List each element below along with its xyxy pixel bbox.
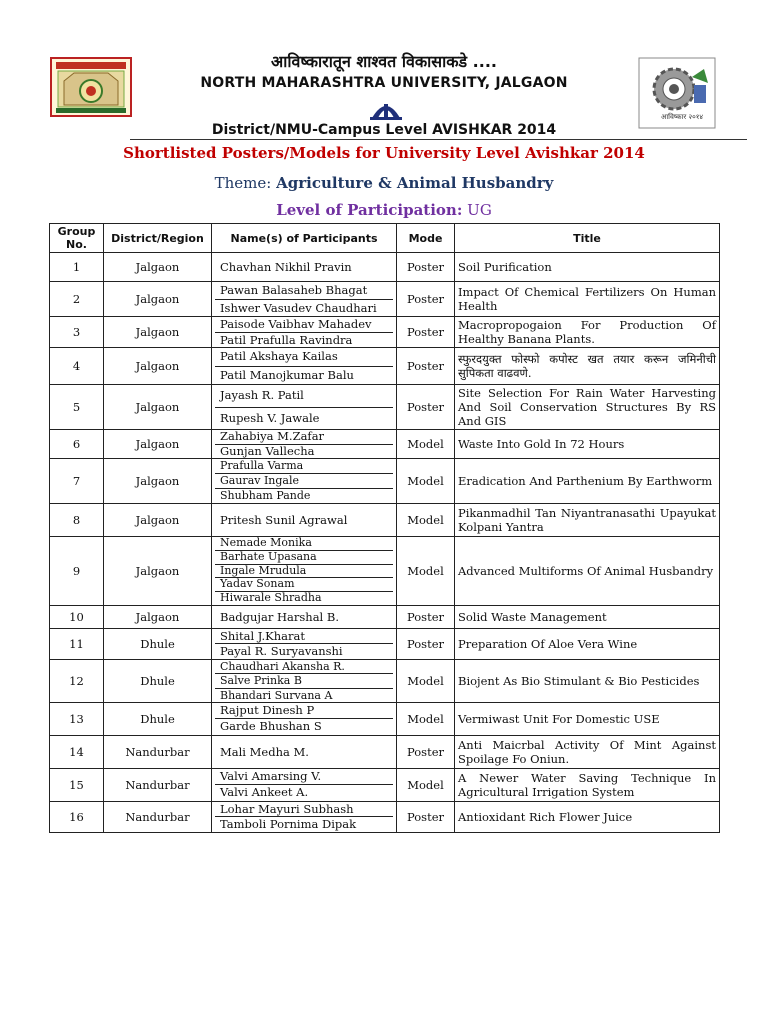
district-cell: Nandurbar	[104, 801, 212, 832]
participant-name: Tamboli Pornima Dipak	[220, 817, 357, 832]
participant-name: Lohar Mayuri Subhash	[215, 802, 393, 818]
district-cell: Jalgaon	[104, 385, 212, 430]
participant-name: Paisode Vaibhav Mahadev	[215, 317, 393, 333]
group-no-cell: 13	[50, 702, 104, 735]
group-no-cell: 2	[50, 282, 104, 317]
university-name: NORTH MAHARASHTRA UNIVERSITY, JALGAON	[200, 75, 568, 91]
table-row	[50, 659, 720, 702]
table-row	[50, 282, 720, 317]
group-no-cell: 5	[50, 385, 104, 430]
district-cell: Jalgaon	[104, 317, 212, 348]
participant-name: Ingale Mrudula	[215, 565, 393, 579]
table-row	[50, 537, 720, 606]
group-no-cell: 3	[50, 317, 104, 348]
participant-name: Prafulla Varma	[215, 459, 393, 474]
participant-name: Shubham Pande	[220, 489, 311, 502]
participants-cell	[212, 430, 397, 459]
group-no-cell: 14	[50, 735, 104, 768]
table-row	[50, 702, 720, 735]
participant-name: Payal R. Suryavanshi	[220, 644, 343, 659]
mode-cell: Poster	[397, 628, 455, 659]
district-cell: Jalgaon	[104, 348, 212, 385]
mode-cell: Poster	[397, 253, 455, 282]
shortlist-table	[49, 223, 720, 833]
mode-cell: Poster	[397, 605, 455, 628]
title-cell: Pikanmadhil Tan Niyantranasathi Upayukat Kolpani Yantra	[455, 504, 720, 537]
participant-name: Nemade Monika	[215, 537, 393, 551]
district-cell: Jalgaon	[104, 605, 212, 628]
participants-cell	[212, 317, 397, 348]
title-cell: Anti Maicrbal Activity Of Mint Against Spoilage Fo Oniun.	[455, 735, 720, 768]
district-cell: Nandurbar	[104, 735, 212, 768]
district-cell: Dhule	[104, 628, 212, 659]
group-no-cell: 10	[50, 605, 104, 628]
participation-level-line	[0, 201, 768, 219]
theme-line	[0, 174, 768, 192]
table-row	[50, 385, 720, 430]
mode-cell: Model	[397, 537, 455, 606]
title-cell: Macropropogaion For Production Of Healthy Banana Plants.	[455, 317, 720, 348]
group-no-cell: 12	[50, 659, 104, 702]
title-cell: Soil Purification	[455, 253, 720, 282]
participants-cell	[212, 504, 397, 537]
header-mode: Mode	[397, 224, 455, 253]
title-cell: Site Selection For Rain Water Harvesting And Soil Conservation Structures By RS And GIS	[455, 385, 720, 430]
group-no-cell: 1	[50, 253, 104, 282]
marathi-motto: आविष्कारातून शाश्वत विकासाकडे ....	[271, 52, 497, 71]
title-cell: स्फुरदयुक्त फोस्फो कपोस्ट खत तयार करून जमिनीची सुपिकता वाढवणे.	[455, 348, 720, 385]
table-row	[50, 317, 720, 348]
participants-cell	[212, 702, 397, 735]
group-no-cell: 4	[50, 348, 104, 385]
participants-cell	[212, 348, 397, 385]
participants-cell	[212, 385, 397, 430]
participant-name: Gaurav Ingale	[215, 474, 393, 489]
title-cell: Advanced Multiforms Of Animal Husbandry	[455, 537, 720, 606]
district-cell: Jalgaon	[104, 504, 212, 537]
participant-name: Badgujar Harshal B.	[220, 609, 339, 624]
participant-name: Mali Medha M.	[220, 744, 309, 759]
mode-cell: Model	[397, 504, 455, 537]
group-no-cell: 15	[50, 768, 104, 801]
participant-name: Pritesh Sunil Agrawal	[220, 513, 348, 527]
mode-cell: Poster	[397, 385, 455, 430]
table-row	[50, 605, 720, 628]
title-cell: Eradication And Parthenium By Earthworm	[455, 459, 720, 504]
district-cell: Jalgaon	[104, 430, 212, 459]
participants-cell	[212, 537, 397, 606]
level-label: Level of Participation:	[276, 201, 463, 219]
participant-name: Jayash R. Patil	[215, 385, 393, 408]
mode-cell: Poster	[397, 735, 455, 768]
nmu-emblem-logo	[368, 92, 404, 120]
participants-cell	[212, 459, 397, 504]
district-cell: Jalgaon	[104, 253, 212, 282]
participant-name: Garde Bhushan S	[220, 719, 322, 734]
mode-cell: Poster	[397, 317, 455, 348]
participant-name: Rupesh V. Jawale	[220, 410, 320, 425]
title-cell: Impact Of Chemical Fertilizers On Human Health	[455, 282, 720, 317]
district-cell: Nandurbar	[104, 768, 212, 801]
mode-cell: Model	[397, 459, 455, 504]
district-cell: Jalgaon	[104, 282, 212, 317]
level-value: UG	[467, 201, 492, 219]
title-cell: Biojent As Bio Stimulant & Bio Pesticides	[455, 659, 720, 702]
theme-label: Theme:	[214, 174, 272, 192]
mode-cell: Model	[397, 768, 455, 801]
title-cell: Waste Into Gold In 72 Hours	[455, 430, 720, 459]
group-no-cell: 8	[50, 504, 104, 537]
mode-cell: Model	[397, 430, 455, 459]
participants-cell	[212, 659, 397, 702]
participants-cell	[212, 605, 397, 628]
header-divider	[130, 139, 747, 140]
participant-name: Patil Akshaya Kailas	[215, 348, 393, 367]
mode-cell: Poster	[397, 348, 455, 385]
group-no-cell: 6	[50, 430, 104, 459]
participant-name: Chaudhari Akansha R.	[215, 660, 393, 674]
participant-name: Gunjan Vallecha	[220, 443, 315, 458]
participant-name: Shital J.Kharat	[215, 629, 393, 645]
table-row	[50, 430, 720, 459]
group-no-cell: 7	[50, 459, 104, 504]
participant-name: Barhate Upasana	[215, 551, 393, 565]
district-level-title: District/NMU-Campus Level AVISHKAR 2014	[211, 122, 557, 138]
participant-name: Chavhan Nikhil Pravin	[220, 260, 352, 274]
participant-name: Patil Manojkumar Balu	[220, 367, 354, 382]
title-cell: A Newer Water Saving Technique In Agricultural Irrigation System	[455, 768, 720, 801]
header-participants: Name(s) of Participants	[212, 224, 397, 253]
avishkar-logo-caption: आविष्कार २०१४	[660, 113, 704, 121]
title-cell: Solid Waste Management	[455, 605, 720, 628]
table-row	[50, 504, 720, 537]
participants-cell	[212, 768, 397, 801]
mode-cell: Poster	[397, 801, 455, 832]
participants-cell	[212, 282, 397, 317]
participants-cell	[212, 628, 397, 659]
theme-value: Agriculture & Animal Husbandry	[276, 174, 554, 192]
participant-name: Salve Prinka B	[215, 674, 393, 688]
shortlist-title: Shortlisted Posters/Models for University Level Avishkar 2014	[123, 144, 645, 162]
participants-cell	[212, 801, 397, 832]
participants-cell	[212, 253, 397, 282]
table-row	[50, 253, 720, 282]
participant-name: Valvi Amarsing V.	[215, 769, 393, 786]
participant-name: Valvi Ankeet A.	[220, 785, 309, 800]
district-cell: Jalgaon	[104, 459, 212, 504]
header-district: District/Region	[104, 224, 212, 253]
district-cell: Dhule	[104, 702, 212, 735]
participant-name: Zahabiya M.Zafar	[215, 430, 393, 445]
participant-name: Bhandari Survana A	[220, 688, 333, 702]
title-cell: Preparation Of Aloe Vera Wine	[455, 628, 720, 659]
participant-name: Rajput Dinesh P	[215, 703, 393, 720]
group-no-cell: 9	[50, 537, 104, 606]
title-cell: Vermiwast Unit For Domestic USE	[455, 702, 720, 735]
district-cell: Dhule	[104, 659, 212, 702]
group-no-cell: 16	[50, 801, 104, 832]
mode-cell: Model	[397, 659, 455, 702]
table-row	[50, 735, 720, 768]
header-title: Title	[455, 224, 720, 253]
district-cell: Jalgaon	[104, 537, 212, 606]
group-no-cell: 11	[50, 628, 104, 659]
table-row	[50, 801, 720, 832]
table-header-row	[50, 224, 720, 253]
participant-name: Pawan Balasaheb Bhagat	[215, 282, 393, 300]
table-row	[50, 348, 720, 385]
participant-name: Hiwarale Shradha	[220, 591, 322, 605]
table-row	[50, 768, 720, 801]
participants-cell	[212, 735, 397, 768]
title-cell: Antioxidant Rich Flower Juice	[455, 801, 720, 832]
table-row	[50, 628, 720, 659]
participant-name: Ishwer Vasudev Chaudhari	[220, 300, 377, 315]
table-row	[50, 459, 720, 504]
mode-cell: Model	[397, 702, 455, 735]
header-group-no: Group No.	[50, 224, 104, 253]
participant-name: Yadav Sonam	[215, 578, 393, 592]
mode-cell: Poster	[397, 282, 455, 317]
participant-name: Patil Prafulla Ravindra	[220, 332, 353, 347]
